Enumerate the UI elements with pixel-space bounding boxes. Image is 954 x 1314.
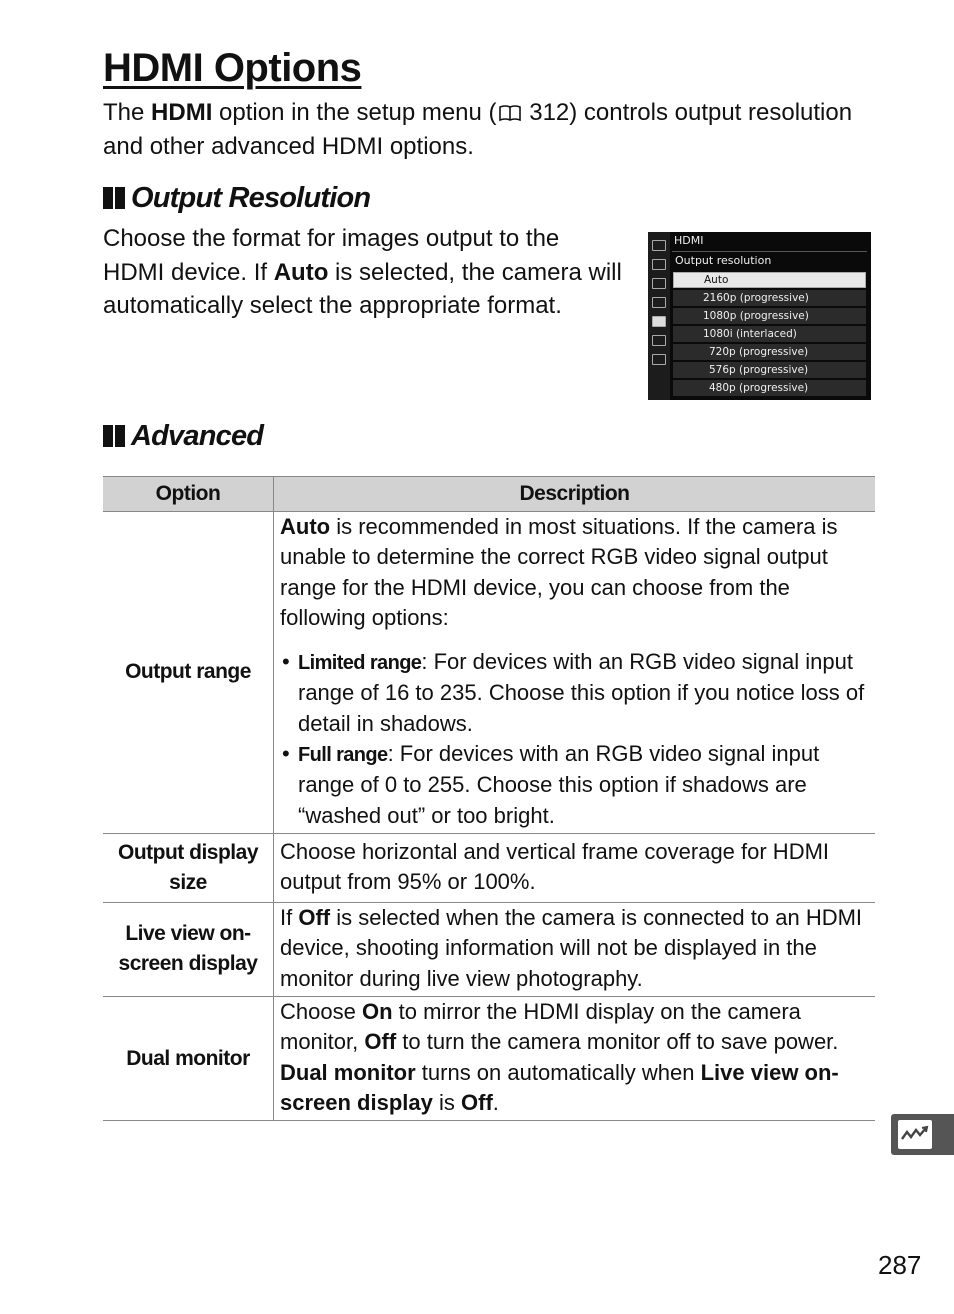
camera-option-2160p: 2160p (progressive) xyxy=(673,290,866,306)
output-range-options-list xyxy=(280,647,867,831)
table-row-live-view xyxy=(103,902,875,996)
section-tab xyxy=(891,1114,954,1155)
option-dual-monitor: Dual monitor xyxy=(103,996,274,1120)
description-dual-monitor: Choose On to mirror the HDMI display on the camera monitor, Off to turn the camera monitor off to save power. Dual monitor turns on automatically when Live view on-screen display is Off. xyxy=(274,996,876,1120)
column-header-option: Option xyxy=(103,477,274,512)
option-output-range: Output range xyxy=(103,512,274,834)
camera-option-1080i: 1080i (interlaced) xyxy=(673,326,866,342)
section-marker-icon xyxy=(103,182,127,215)
camera-option-1080p: 1080p (progressive) xyxy=(673,308,866,324)
list-item-limited-range: • Limited range: For devices with an RGB video signal input range of 16 to 235. Choose this option if you notice loss of detail in shadows. xyxy=(298,647,867,739)
section-heading-output-resolution: Output Resolution xyxy=(103,182,370,215)
movie-menu-icon xyxy=(652,278,666,289)
camera-option-auto: Auto xyxy=(673,272,866,288)
column-header-description: Description xyxy=(274,477,876,512)
camera-menu-subtitle: Output resolution xyxy=(675,254,772,267)
camera-menu-tabs xyxy=(648,232,670,400)
advanced-options-table xyxy=(103,476,875,1121)
table-row-output-range xyxy=(103,512,875,834)
intro-paragraph: The HDMI option in the setup menu ( 312) controls output resolution and other advanced HDMI options. xyxy=(103,99,853,160)
page-title: HDMI Options xyxy=(103,46,362,90)
camera-option-480p: 480p (progressive) xyxy=(673,380,866,396)
description-output-range xyxy=(274,512,876,834)
camera-menu-title: HDMI xyxy=(674,234,704,247)
table-row-dual-monitor xyxy=(103,996,875,1120)
camera-option-list xyxy=(673,272,866,398)
playback-menu-icon xyxy=(652,240,666,251)
output-resolution-text: Choose the format for images output to the HDMI device. If Auto is selected, the camera will automatically select the appropriate format. xyxy=(103,225,622,319)
table-header-row xyxy=(103,477,875,512)
book-icon xyxy=(499,104,521,122)
my-menu-icon xyxy=(652,354,666,365)
camera-menu-divider xyxy=(672,251,867,252)
option-live-view-display: Live view on-screen display xyxy=(103,902,274,996)
section-marker-icon xyxy=(103,420,127,453)
camera-menu-screen xyxy=(648,232,871,400)
description-output-display-size: Choose horizontal and vertical frame coverage for HDMI output from 95% or 100%. xyxy=(274,833,876,902)
camera-option-576p: 576p (progressive) xyxy=(673,362,866,378)
section-heading-advanced: Advanced xyxy=(103,420,263,453)
setup-menu-icon xyxy=(652,316,666,327)
custom-settings-icon xyxy=(652,297,666,308)
camera-option-720p: 720p (progressive) xyxy=(673,344,866,360)
description-live-view-display: If Off is selected when the camera is connected to an HDMI device, shooting information will not be displayed in the monitor during live view photography. xyxy=(274,902,876,996)
table-row-output-display-size xyxy=(103,833,875,902)
page-number: 287 xyxy=(878,1250,922,1280)
list-item-full-range: • Full range: For devices with an RGB video signal input range of 0 to 255. Choose this option if shadows are “washed out” or too bright. xyxy=(298,739,867,831)
retouch-section-icon xyxy=(898,1120,932,1149)
option-output-display-size: Output display size xyxy=(103,833,274,902)
shooting-menu-icon xyxy=(652,259,666,270)
retouch-menu-icon xyxy=(652,335,666,346)
output-range-intro: Auto is recommended in most situations. If the camera is unable to determine the correct RGB video signal output range for the HDMI device, you can choose from the following options: xyxy=(280,514,838,630)
